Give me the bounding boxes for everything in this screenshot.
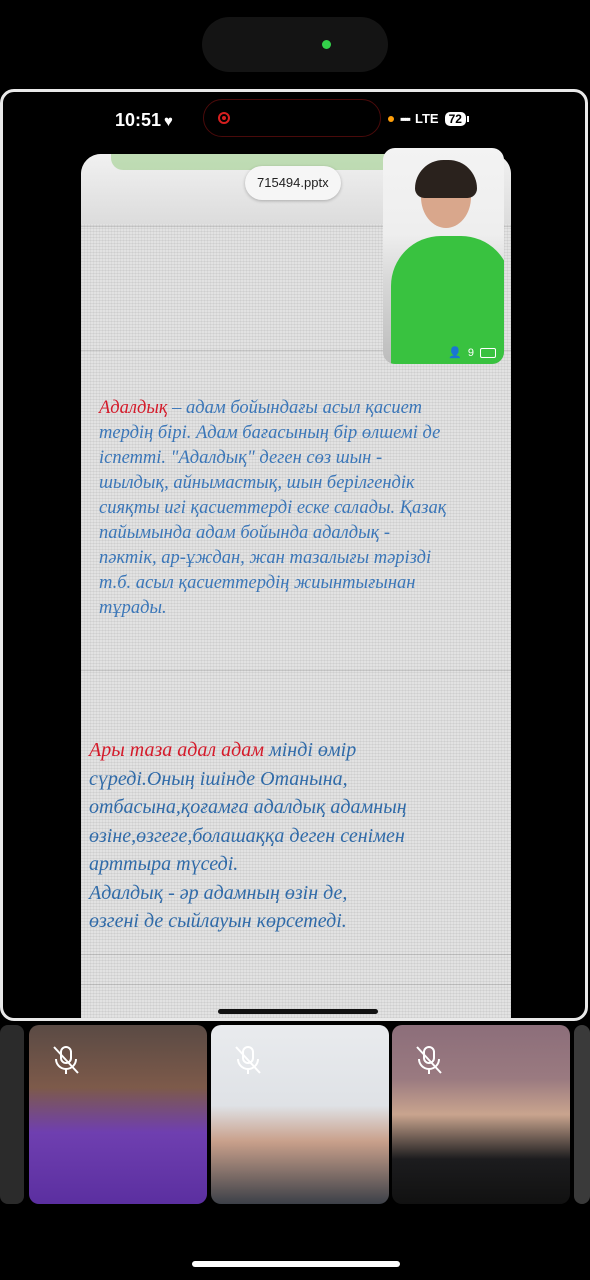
network-type: LTE — [415, 111, 439, 126]
shared-screen-frame[interactable] — [0, 89, 588, 1021]
self-view-person — [391, 236, 504, 364]
paragraph-1-text: – адам бойындағы асыл қасиет тердің бірі. Адам бағасының бір өлшемі де іспетті. "Адалдық" деген сөз шын - шылдық, айнымастық, шын берілгендік сияқты игі қасиеттерді еске салады. Қазақ пайымында адам бойында адалдық - пәктік, ар-ұждан, жан тазалығы тәрізді т.б. асыл қасиеттердің жиынтығынан тұрады. — [99, 398, 447, 618]
recording-icon — [218, 112, 230, 124]
slide-paragraph-2 — [89, 736, 504, 936]
slide-divider — [81, 954, 511, 955]
self-view-hair — [415, 160, 477, 198]
camera-indicator-dot — [322, 40, 331, 49]
mic-muted-icon — [49, 1043, 83, 1077]
battery-icon — [467, 116, 469, 122]
status-indicators — [388, 111, 469, 126]
slide-divider — [81, 670, 511, 671]
home-indicator-bar — [192, 1261, 400, 1267]
participant-tile-2[interactable] — [211, 1025, 389, 1204]
participant-tile-3[interactable] — [392, 1025, 570, 1204]
paragraph-2-text: мінді өмір сүреді.Оның ішінде Отанына, отбасына,қоғамға адалдық адамның өзіне,өзгеге,болашаққа деген сенімен арттыра түседі. Адалдық - әр адамның өзін де, өзгені де сыйлауын көрсетеді. — [89, 739, 407, 932]
screen-recording-island — [203, 99, 381, 137]
screen-share-icon — [480, 348, 496, 358]
person-icon: 👤 — [448, 347, 462, 359]
participant-tile-partial[interactable] — [574, 1025, 590, 1204]
dynamic-island — [202, 17, 388, 72]
participant-strip[interactable] — [0, 1025, 590, 1205]
paragraph-2-highlight: Ары таза адал адам — [89, 739, 264, 761]
participant-count[interactable]: 👤 9 — [448, 346, 496, 359]
file-name-chip[interactable]: 715494.pptx — [245, 166, 341, 200]
slide-paragraph-1 — [99, 396, 499, 621]
self-view-video[interactable] — [383, 148, 504, 364]
signal-icon: ▪▪▪▪ — [400, 111, 410, 126]
home-indicator — [218, 1009, 378, 1014]
participant-tile-partial[interactable] — [0, 1025, 24, 1204]
mic-muted-icon — [231, 1043, 265, 1077]
status-time: 10:51 ♥ — [115, 110, 173, 130]
paragraph-1-highlight: Адалдық — [99, 398, 168, 418]
mic-in-use-dot — [388, 116, 394, 122]
participant-tile-1[interactable] — [29, 1025, 207, 1204]
battery-level: 72 — [445, 112, 466, 126]
mic-muted-icon — [412, 1043, 446, 1077]
heart-icon: ♥ — [164, 113, 173, 130]
slide-divider — [81, 984, 511, 985]
